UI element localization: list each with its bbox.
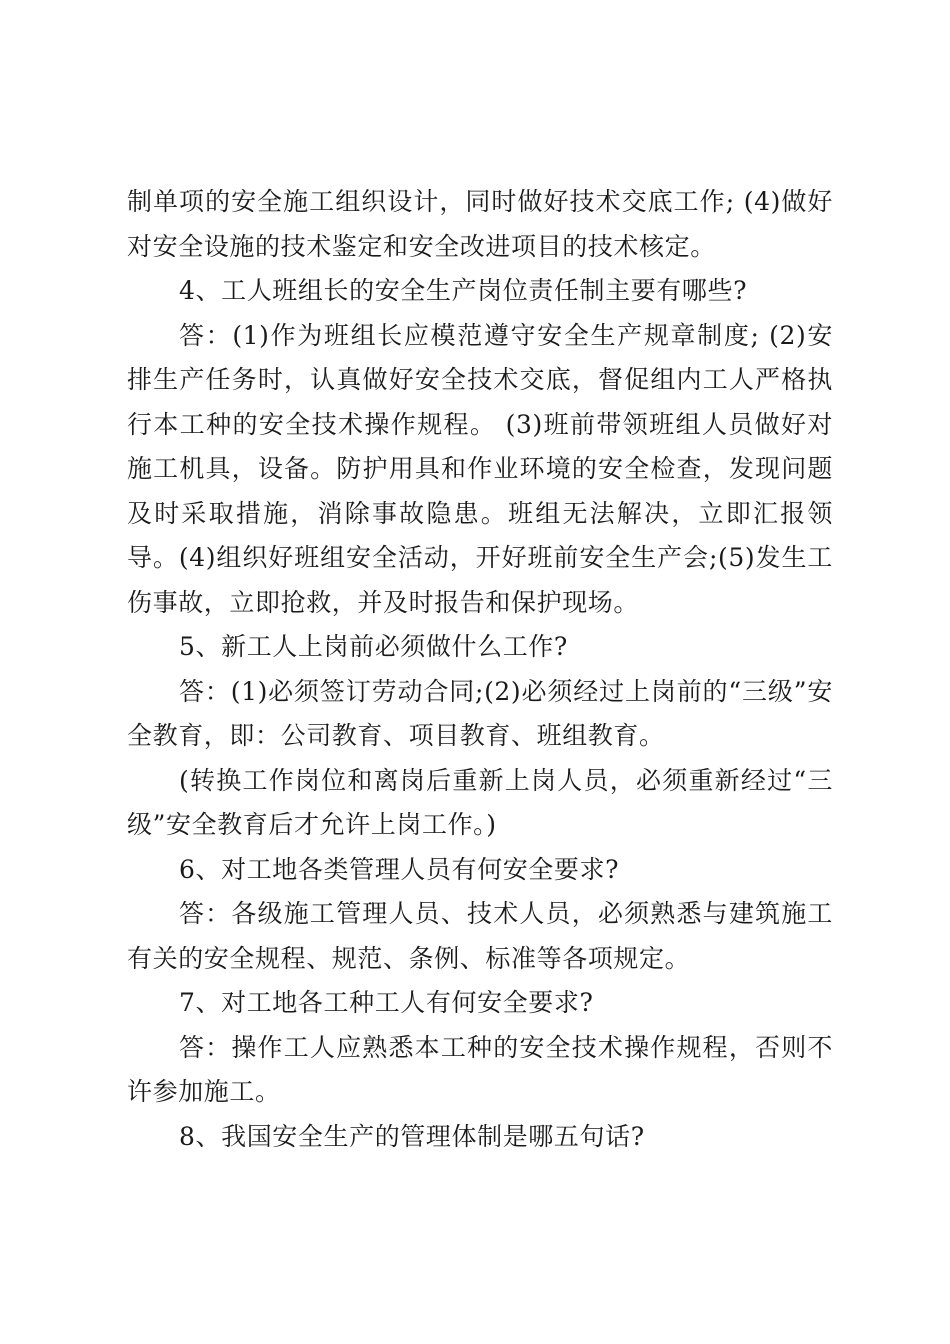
answer-5-note: (转换工作岗位和离岗后重新上岗人员，必须重新经过“三级”安全教育后才允许上岗工作。) bbox=[127, 765, 833, 839]
question-4: 4、工人班组长的安全生产岗位责任制主要有哪些? bbox=[179, 276, 748, 305]
paragraph-continuation: 制单项的安全施工组织设计，同时做好技术交底工作; (4)做好对安全设施的技术鉴定和安全改进项目的技术核定。 bbox=[127, 187, 833, 261]
answer-4: 答：(1)作为班组长应模范遵守安全生产规章制度; (2)安排生产任务时，认真做好安全技术交底，督促组内工人严格执行本工种的安全技术操作规程。 (3)班前带领班组人员做好对施工机具，设备。防护用具和作业环境的安全检查，发现问题及时采取措施，消除事故隐患。班组无法解决，立即汇报领导。(4)组织好班组安全活动，开好班前安全生产会;(5)发生工伤事故，立即抢救，并及时报告和保护现场。 bbox=[127, 320, 833, 617]
question-5: 5、新工人上岗前必须做什么工作? bbox=[179, 632, 568, 661]
answer-7: 答：操作工人应熟悉本工种的安全技术操作规程，否则不许参加施工。 bbox=[127, 1032, 833, 1106]
answer-6: 答：各级施工管理人员、技术人员，必须熟悉与建筑施工有关的安全规程、规范、条例、标准等各项规定。 bbox=[127, 899, 833, 973]
question-7: 7、对工地各工种工人有何安全要求? bbox=[179, 988, 594, 1017]
document-body bbox=[127, 180, 833, 1159]
answer-5: 答：(1)必须签订劳动合同;(2)必须经过上岗前的“三级”安全教育，即：公司教育、项目教育、班组教育。 bbox=[127, 676, 833, 750]
question-8: 8、我国安全生产的管理体制是哪五句话? bbox=[179, 1121, 645, 1151]
question-6: 6、对工地各类管理人员有何安全要求? bbox=[179, 854, 620, 884]
